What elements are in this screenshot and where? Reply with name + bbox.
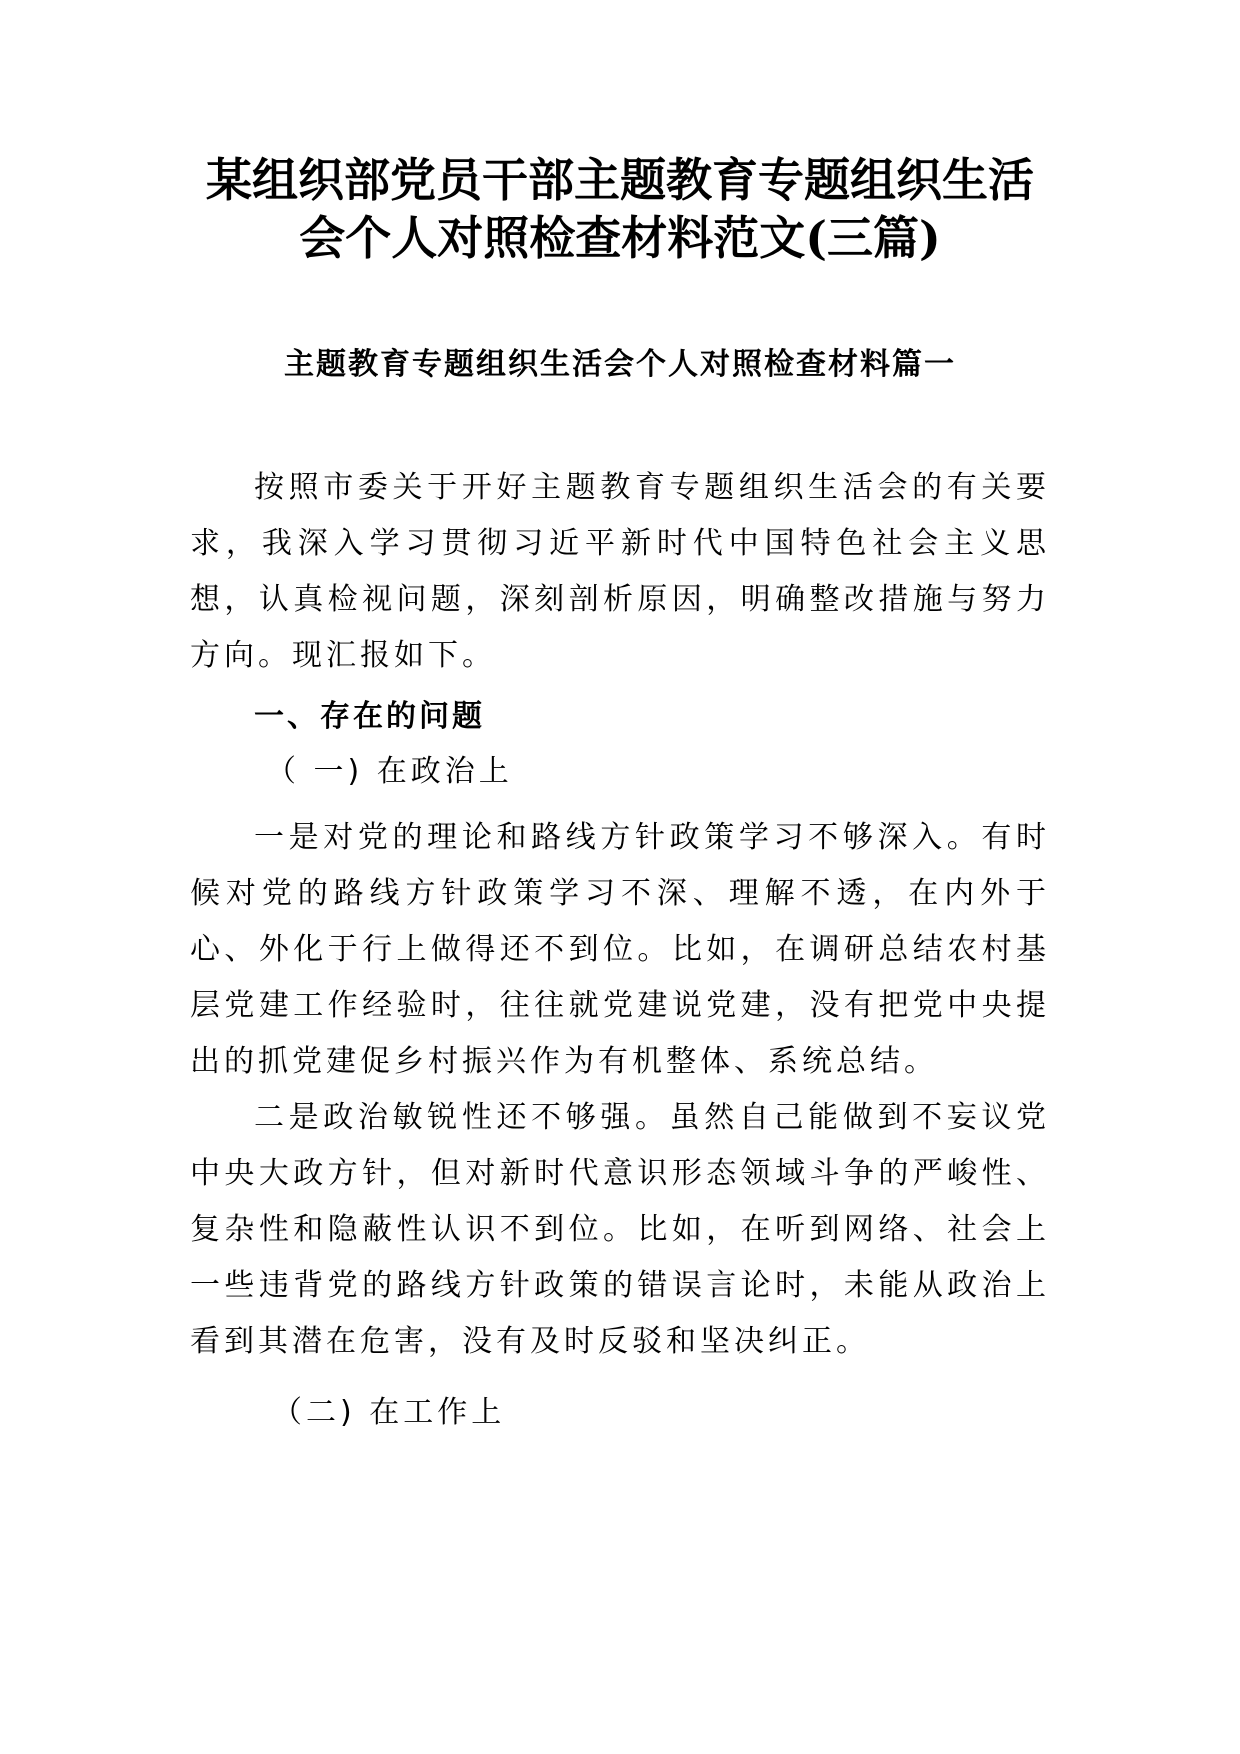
subsection-heading-work: （二) 在工作上 [272, 1395, 506, 1430]
section-heading-problems: 一、存在的问题 [254, 699, 485, 734]
document-title-line2: 会个人对照检查材料范文(三篇) [299, 211, 941, 265]
point-two-paragraph: 二是政治敏锐性还不够强。虽然自己能做到不妄议党中央大政方针，但对新时代意识形态领域斗争的严峻性、复杂性和隐蔽性认识不到位。比如，在听到网络、社会上一些违背党的路线方针政策的错误言论时，未能从政治上看到其潜在危害，没有及时反驳和坚决纠正。 [190, 1100, 1050, 1359]
section-subtitle: 主题教育专题组织生活会个人对照检查材料篇一 [284, 347, 956, 382]
subsection-heading-political: （ 一) 在政治上 [266, 754, 513, 789]
document-title-line1: 某组织部党员干部主题教育专题组织生活 [206, 153, 1034, 207]
point-one-paragraph: 一是对党的理论和路线方针政策学习不够深入。有时候对党的路线方针政策学习不深、理解不透，在内外于心、外化于行上做得还不到位。比如，在调研总结农村基层党建工作经验时，往往就党建说党建，没有把党中央提出的抓党建促乡村振兴作为有机整体、系统总结。 [190, 820, 1050, 1079]
intro-paragraph: 按照市委关于开好主题教育专题组织生活会的有关要求，我深入学习贯彻习近平新时代中国特色社会主义思想，认真检视问题，深刻剖析原因，明确整改措施与努力方向。现汇报如下。 [190, 470, 1050, 673]
